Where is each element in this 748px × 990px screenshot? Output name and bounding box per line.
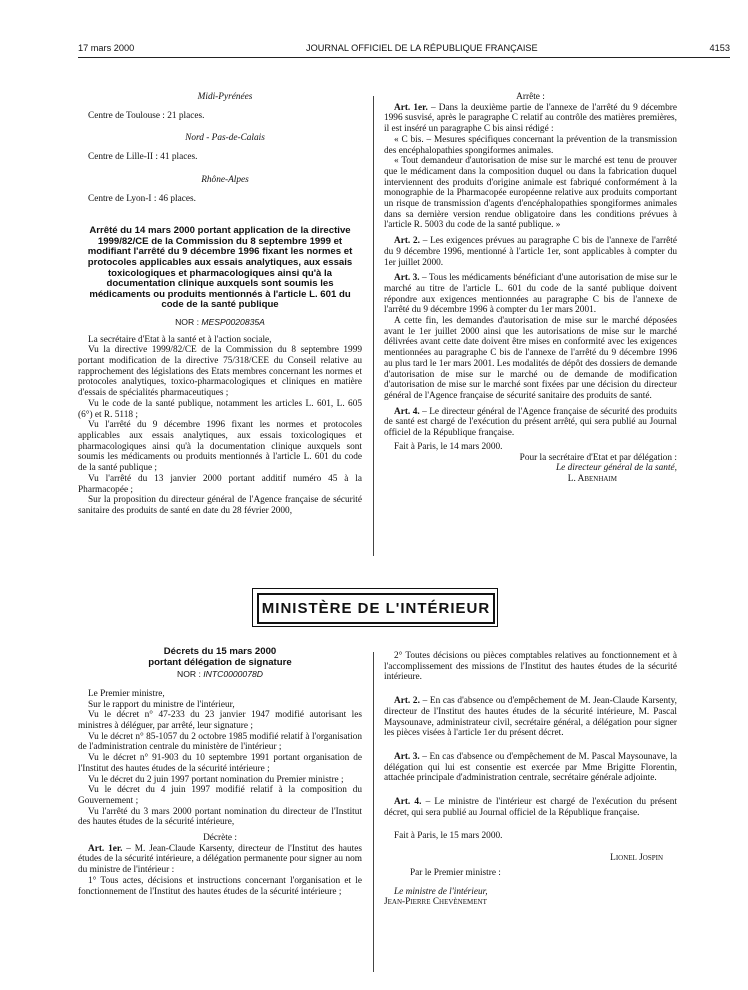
paragraph: 2° Toutes décisions ou pièces comptables relatives au fonctionnement et à l'accomplissement des missions de l'Institut des hautes études de la sécurité intérieure. [384, 651, 677, 683]
paragraph: Vu l'arrêté du 13 janvier 2000 portant additif numéro 45 à la Pharmacopée ; [78, 473, 362, 495]
decree-subtitle: portant délégation de signature [148, 656, 292, 668]
region-heading: Nord - Pas-de-Calais [185, 133, 265, 144]
paragraph: Vu l'arrêté du 3 mars 2000 portant nomination du directeur de l'Institut des hautes études de la sécurité intérieure, [78, 806, 362, 828]
region-heading: Rhône-Alpes [201, 174, 249, 185]
signature-line: Le directeur général de la santé, [555, 463, 677, 474]
nor-label: NOR : [175, 316, 199, 327]
signature-name: Jean-Pierre Chevènement [384, 897, 487, 908]
article-2: Art. 2. – Les exigences prévues au paragraphe C bis de l'annexe de l'arrêté du 9 décembre 1996, mentionné à l'article 1er, sont applicables à compter du 1er juillet 2000. [384, 236, 678, 268]
signature-line: Pour la secrétaire d'Etat et par délégation : [519, 452, 677, 463]
top-left-column [78, 92, 362, 517]
paragraph: Sur le rapport du ministre de l'intérieur, [88, 699, 235, 710]
signature-name: Lionel Jospin [610, 853, 663, 864]
signature-date: Fait à Paris, le 14 mars 2000. [394, 441, 503, 452]
nor-code: MESP0020835A [201, 316, 265, 327]
quote-paragraph: « Tout demandeur d'autorisation de mise sur le marché est tenu de prouver que le médicament dans la composition duquel ou dans la fabrication duquel interviennent des produits d'origine animale est fabriqué conformément à la monographie de la Pharmacopée européenne relative aux produits comportant un risque de transmission d'agents d'encéphalopathies spongiformes animales dans sa dernière version rendue obligatoire dans les conditions prévues à l'article R. 5003 du code de la santé publique. » [384, 156, 677, 231]
paragraph: Vu le décret n° 47-233 du 23 janvier 1947 modifié autorisant les ministres à déléguer, par arrêté, leur signature ; [78, 710, 362, 731]
header-page-number: 4153 [709, 43, 730, 53]
article-4: Art. 4. – Le ministre de l'intérieur est chargé de l'exécution du présent décret, qui sera publié au Journal officiel de la République française. [384, 797, 677, 818]
nor-label: NOR : [177, 669, 201, 680]
article-1: Art. 1er. – Dans la deuxième partie de l'annexe de l'arrêté du 9 décembre 1996 susvisé, après le paragraphe C relatif au contrôle des matières premières, il est inséré un paragraphe C bis ainsi rédigé : [384, 102, 677, 135]
article-label: Art. 1er. [88, 843, 123, 854]
paragraph: A cette fin, les demandes d'autorisation de mise sur le marché déposées avant le 1er juillet 2000 ainsi que les autorisations de mise sur le marché délivrées avant cette date doivent être mises en conformité avec les exigences mentionnées au paragraphe C bis de l'annexe de l'arrêté du 9 décembre 1996 au plus tard le 1er mars 2001. Les modalités de dépôt des dossiers de demande d'autorisation de mise sur le marché ou de demande de modification d'autorisation de mise sur le marché sont fixées par une décision du directeur général de l'Agence française de sécurité sanitaire des produits de santé. [384, 316, 677, 401]
paragraph: La secrétaire d'Etat à la santé et à l'action sociale, [88, 334, 272, 345]
column-divider [373, 96, 374, 556]
article-3: Art. 3. – En cas d'absence ou d'empêchement de M. Pascal Maysounave, la délégation qui lui est consentie est exercée par Mme Brigitte Florentin, attachée principale d'administration centrale, secrétaire générale adjointe. [384, 751, 677, 784]
paragraph: Vu le décret n° 91-903 du 10 septembre 1991 portant organisation de l'Institut des hautes études de la sécurité intérieure ; [78, 753, 362, 774]
paragraph: Vu le code de la santé publique, notamment les articles L. 601, L. 605 (6°) et R. 5118 ; [78, 398, 362, 420]
region-places: Centre de Lille-II : 41 places. [88, 152, 198, 163]
signature-name: L. Abenhaim [567, 473, 617, 484]
article-2: Art. 2. – En cas d'absence ou d'empêchement de M. Jean-Claude Karsenty, directeur de l'Institut des hautes études de la sécurité intérieure, M. Pascal Maysounave, administrateur civil, secrétaire général, a délégation pour signer les pièces visées à l'article 1er du présent décret. [384, 696, 678, 739]
column-divider [373, 652, 374, 972]
nor-reference [78, 317, 362, 328]
decree-title: Décrets du 15 mars 2000 [163, 646, 277, 657]
paragraph: Vu le décret du 4 juin 1997 modifié relatif à la composition du Gouvernement ; [78, 785, 362, 806]
signature-line: Le ministre de l'intérieur, [394, 886, 488, 897]
paragraph: Le Premier ministre, [88, 688, 165, 699]
paragraph: Vu la directive 1999/82/CE de la Commission du 8 septembre 1999 portant modification de la directive 75/318/CEE du Conseil relative au rapprochement des législations des Etats membres concernant les normes et protocoles analytiques, toxico-pharmacologiques et cliniques en matière d'essais de spécialités pharmaceutiques ; [78, 345, 362, 399]
article-label: Art. 1er. [394, 102, 428, 113]
arrete-heading: Arrête : [516, 92, 545, 102]
header-journal-title: JOURNAL OFFICIEL DE LA RÉPUBLIQUE FRANÇAISE [306, 43, 538, 53]
article-label: Art. 4. [394, 797, 422, 808]
article-label: Art. 2. [394, 696, 420, 707]
nor-code: INTC0000078D [203, 669, 263, 680]
article-1: Art. 1er. – M. Jean-Claude Karsenty, directeur de l'Institut des hautes études de la sécurité intérieure, a délégation permanente pour signer au nom du ministre de l'intérieur : [78, 843, 362, 876]
nor-reference [78, 669, 362, 680]
arrete-title: Arrêté du 14 mars 2000 portant application de la directive 1999/82/CE de la Commission du 8 septembre 1999 et modifiant l'arrêté du 9 décembre 1996 fixant les normes et protocoles applicables aux essais analytiques, aux essais toxicologiques et pharmacologiques ainsi qu'à la documentation clinique auxquels sont soumis les médicaments ou produits mentionnés à l'article L. 601 du code de la santé publique [87, 225, 353, 311]
ministry-banner [257, 593, 495, 624]
article-4: Art. 4. – Le directeur général de l'Agence française de sécurité des produits de santé est chargé de l'exécution du présent arrêté, qui sera publié au Journal officiel de la République française. [384, 406, 677, 439]
decrete-heading: Décrète : [203, 833, 237, 844]
article-3: Art. 3. – Tous les médicaments bénéficiant d'une autorisation de mise sur le marché au titre de l'article L. 601 du code de la santé publique doivent répondre aux exigences mentionnées au paragraphe C bis de l'annexe de l'arrêté du 9 décembre 1996 à compter du 1er mars 2001. [384, 273, 677, 316]
bottom-right-column [384, 651, 677, 908]
signature-date: Fait à Paris, le 15 mars 2000. [394, 831, 503, 842]
page-header [78, 41, 730, 55]
quote-paragraph: « C bis. – Mesures spécifiques concernant la prévention de la transmission des encéphalopathies spongiformes animales. [384, 134, 677, 156]
region-places: Centre de Lyon-I : 46 places. [88, 193, 196, 204]
header-date: 17 mars 2000 [78, 43, 135, 53]
article-label: Art. 3. [394, 751, 420, 762]
paragraph: Sur la proposition du directeur général de l'Agence française de sécurité sanitaire des produits de santé en date du 28 février 2000, [78, 495, 362, 516]
region-heading: Midi-Pyrénées [197, 92, 253, 102]
ministry-title: MINISTÈRE DE L'INTÉRIEUR [261, 600, 491, 617]
article-label: Art. 4. [394, 406, 420, 417]
article-label: Art. 2. [394, 236, 420, 247]
article-label: Art. 3. [394, 273, 420, 284]
paragraph: Vu le décret du 2 juin 1997 portant nomination du Premier ministre ; [88, 774, 344, 785]
header-rule [78, 57, 730, 58]
region-places: Centre de Toulouse : 21 places. [88, 110, 205, 121]
paragraph: Vu le décret n° 85-1057 du 2 octobre 1985 modifié relatif à l'organisation de l'administration centrale du ministère de l'intérieur ; [78, 731, 362, 753]
signature-line: Par le Premier ministre : [410, 867, 501, 878]
paragraph: 1° Tous actes, décisions et instructions concernant l'organisation et le fonctionnement de l'Institut des hautes études de la sécurité intérieure ; [78, 875, 362, 897]
top-right-column [384, 92, 677, 485]
bottom-left-column [78, 647, 362, 897]
paragraph: Vu l'arrêté du 9 décembre 1996 fixant les normes et protocoles applicables aux essais analytiques, aux essais toxicologiques et pharmacologiques ainsi qu'à la documentation clinique auxquels sont soumis les médicaments ou produits mentionnés à l'article L. 601 du code de la santé publique ; [78, 420, 362, 474]
